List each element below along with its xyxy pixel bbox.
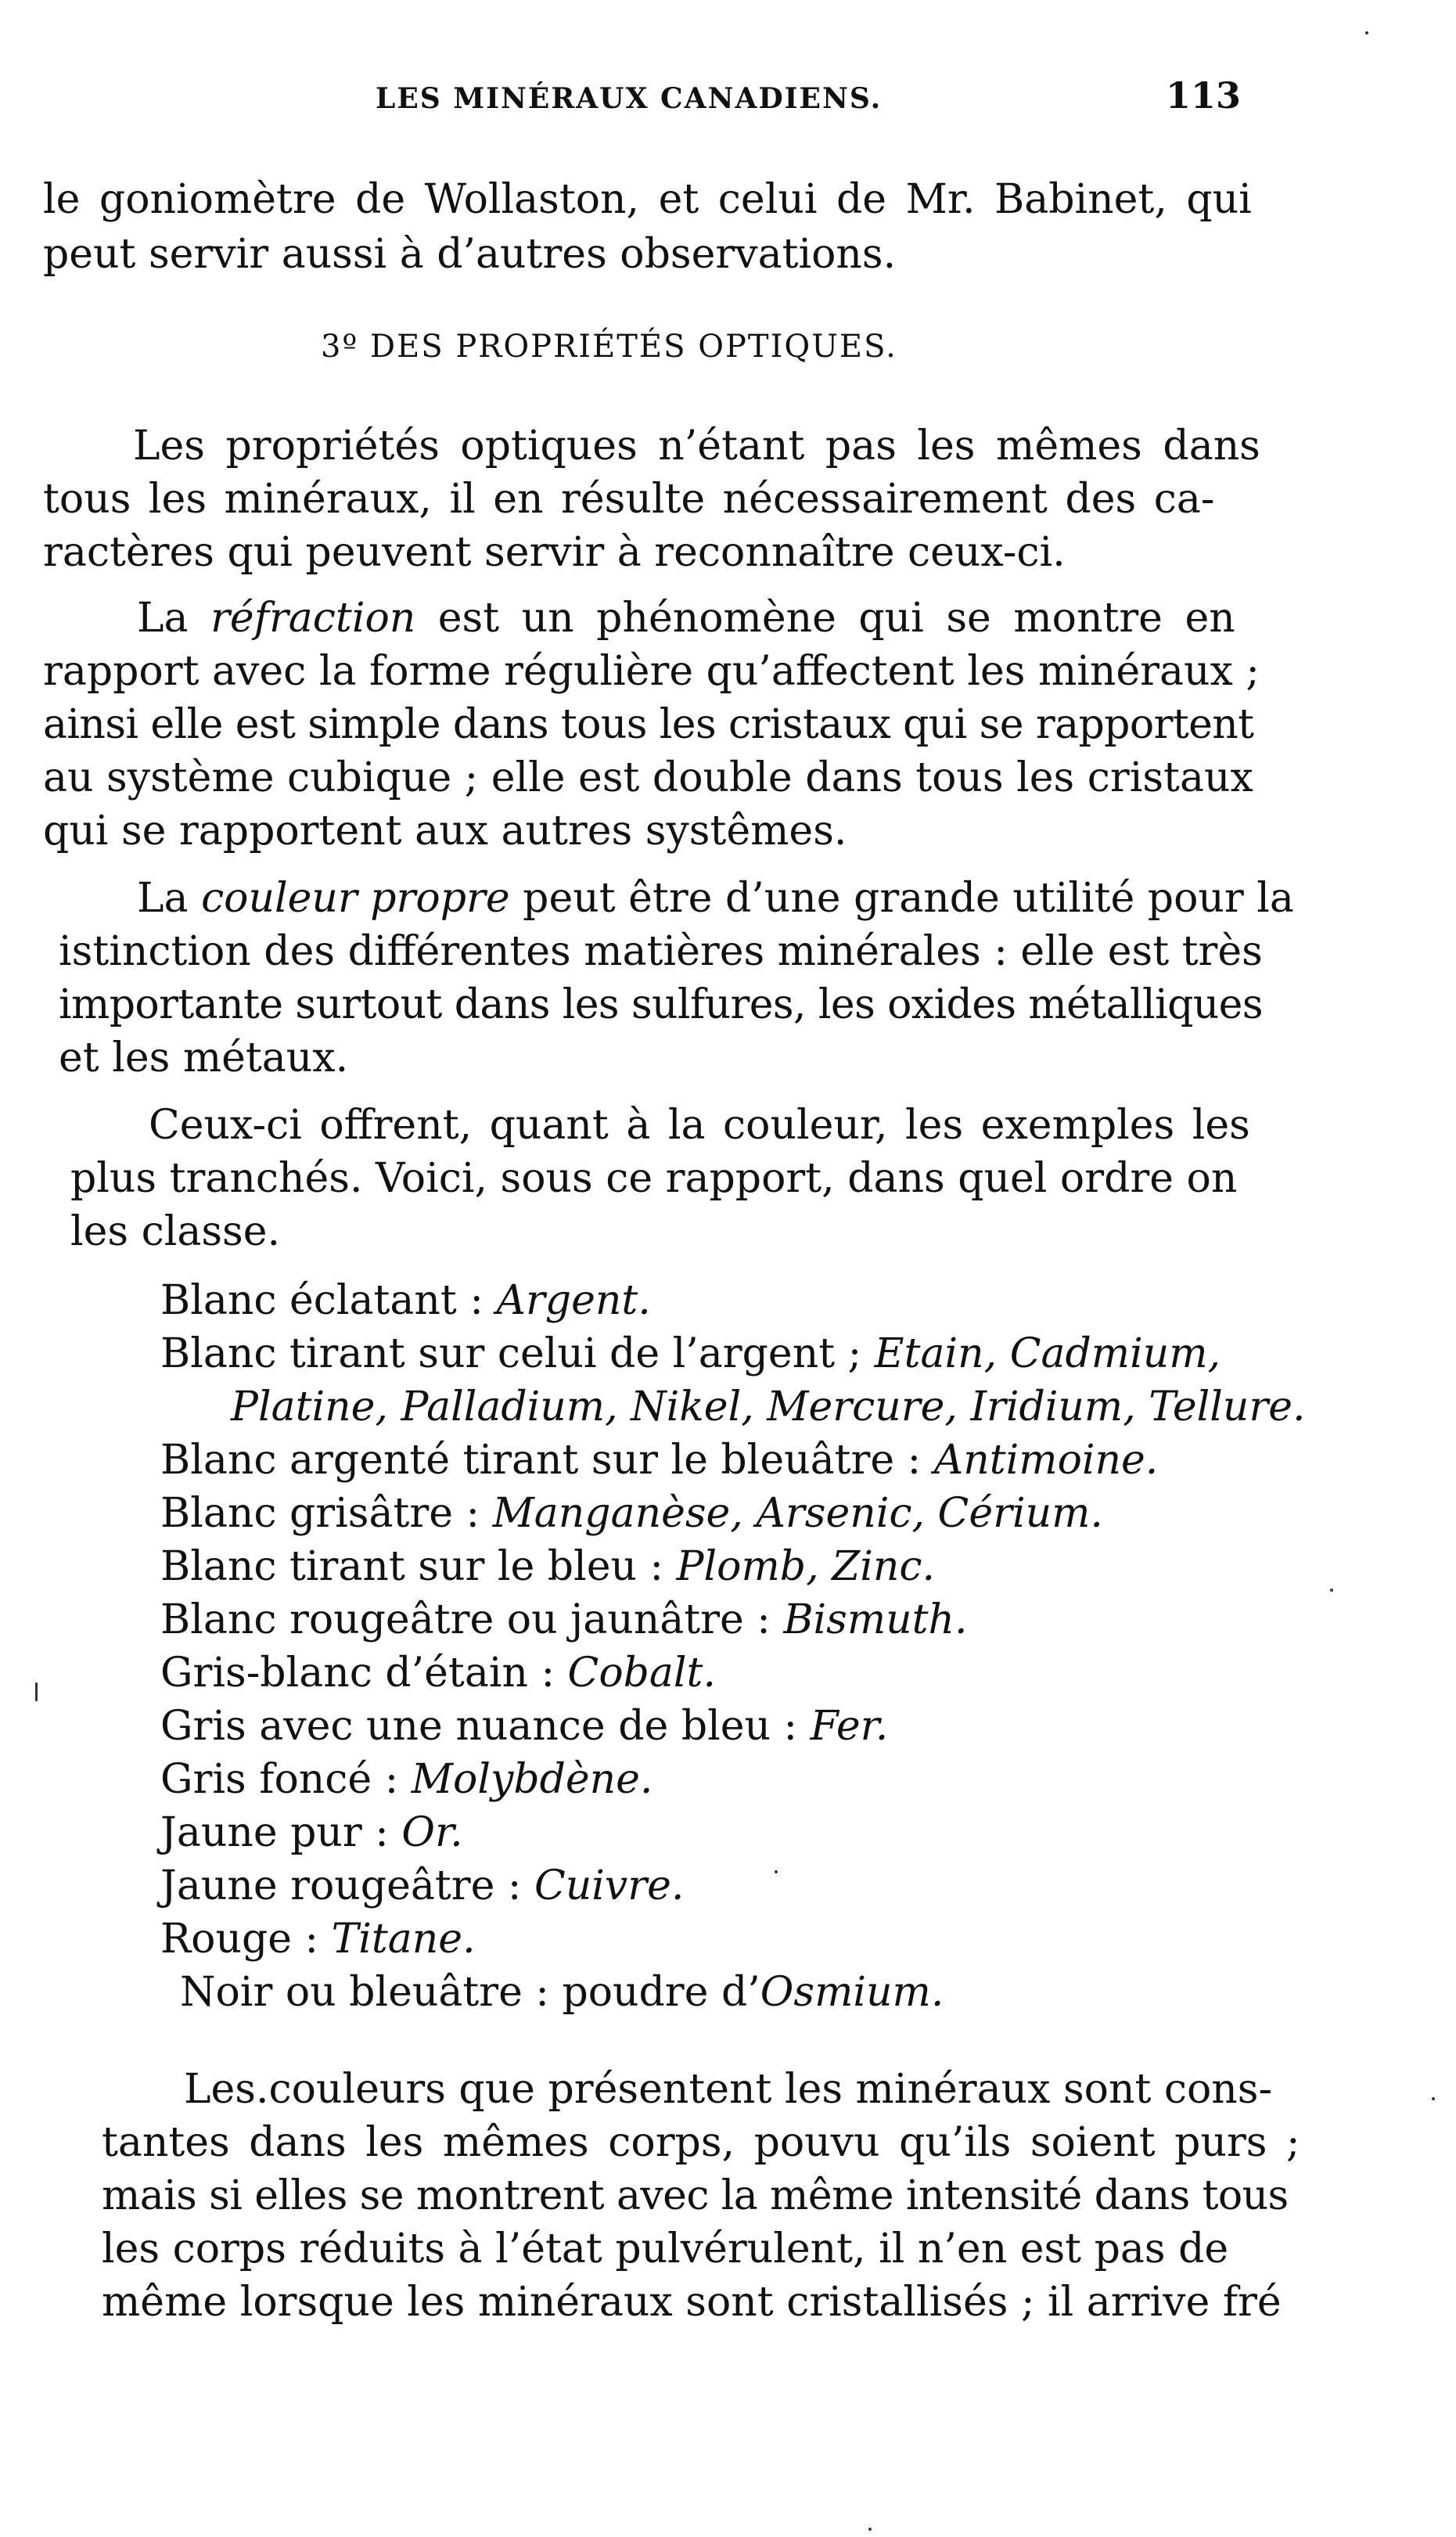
color-label: Noir ou bleuâtre : poudre d’ [180, 1969, 760, 2016]
metal-names: Or. [401, 1809, 463, 1856]
paragraph-line: ractères qui peuvent servir à reconnaître ceux-ci. [43, 529, 1066, 576]
color-list-item [160, 1650, 716, 1697]
color-label: Blanc tirant sur le bleu : [160, 1543, 677, 1590]
color-list-item [160, 1703, 888, 1750]
paragraph-line: les classe. [70, 1208, 281, 1255]
metal-names: Etain, Cadmium, [874, 1330, 1221, 1377]
paragraph-line: plus tranchés. Voici, sous ce rapport, dans quel ordre on [70, 1155, 1238, 1202]
color-label: Jaune rougeâtre : [160, 1862, 534, 1909]
paragraph-line: qui se rapportent aux autres systêmes. [43, 808, 847, 855]
scan-speck [1432, 2097, 1435, 2100]
paragraph-line: même lorsque les minéraux sont cristallisés ; il arrive fré [102, 2279, 1282, 2326]
color-list-item [160, 1862, 684, 1909]
color-label: Gris-blanc d’étain : [160, 1650, 568, 1697]
paragraph-line [137, 595, 1235, 642]
color-label: Blanc grisâtre : [160, 1490, 493, 1537]
metal-names: Antimoine. [933, 1437, 1159, 1484]
text: peut être d’une grande utilité pour la [509, 875, 1294, 922]
color-label: Rouge : [160, 1916, 332, 1963]
color-label: Gris avec une nuance de bleu : [160, 1703, 811, 1750]
color-list-item [160, 1756, 653, 1803]
paragraph-line: istinction des différentes matières minérales : elle est très [59, 928, 1263, 975]
section-heading: 3º DES PROPRIÉTÉS OPTIQUES. [321, 329, 897, 365]
metal-names: Plomb, Zinc. [676, 1543, 936, 1590]
metal-names: Platine, Palladium, Nikel, Mercure, Iridium, Tellure. [231, 1384, 1306, 1430]
metal-names: Molybdène. [411, 1756, 653, 1803]
color-label: Blanc argenté tirant sur le bleuâtre : [160, 1437, 934, 1484]
running-title: LES MINÉRAUX CANADIENS. [376, 82, 883, 115]
color-list-item [160, 1543, 935, 1590]
paragraph-line [137, 875, 1294, 922]
page-number: 113 [1166, 74, 1242, 117]
paragraph-line: mais si elles se montrent avec la même intensité dans tous [102, 2172, 1289, 2219]
metal-names: Argent. [496, 1277, 651, 1324]
metal-names: Manganèse, Arsenic, Cérium. [492, 1490, 1103, 1537]
paragraph-line: tantes dans les mêmes corps, pouvu qu’ils soient purs ; [102, 2119, 1300, 2166]
color-list-item [180, 1969, 944, 2016]
color-label: Blanc rougeâtre ou jaunâtre : [160, 1596, 784, 1643]
color-label: Gris foncé : [160, 1756, 412, 1803]
paragraph-line: Les.couleurs que présentent les minéraux sont cons- [184, 2066, 1273, 2113]
text: est un phénomène qui se montre en [415, 595, 1235, 642]
text: La [137, 875, 202, 922]
color-list-item [160, 1437, 1158, 1484]
paragraph-line: et les métaux. [59, 1035, 349, 1081]
paragraph-line: le goniomètre de Wollaston, et celui de Mr. Babinet, qui [43, 176, 1252, 223]
scan-speck [35, 1682, 38, 1701]
color-list-item [160, 1916, 476, 1963]
color-list-item [160, 1277, 651, 1324]
paragraph-line: au système cubique ; elle est double dans tous les cristaux [43, 754, 1253, 801]
paragraph-line: importante surtout dans les sulfures, les oxides métalliques [59, 981, 1263, 1028]
paragraph-line: rapport avec la forme régulière qu’affectent les minéraux ; [43, 648, 1260, 695]
scan-speck [868, 2528, 872, 2531]
metal-names: Cobalt. [567, 1650, 716, 1697]
color-list-item [231, 1384, 1306, 1430]
paragraph-line: peut servir aussi à d’autres observations. [43, 231, 897, 278]
scan-speck [775, 1870, 778, 1873]
metal-names: Titane. [331, 1916, 476, 1963]
text: La [137, 595, 211, 642]
italic-term: réfraction [210, 595, 416, 642]
paragraph-line: Les propriétés optiques n’étant pas les mêmes dans [133, 423, 1260, 470]
color-list-item [160, 1490, 1103, 1537]
paragraph-line: Ceux-ci offrent, quant à la couleur, les exemples les [149, 1102, 1250, 1149]
color-label: Jaune pur : [160, 1809, 402, 1856]
metal-names: Bismuth. [783, 1596, 968, 1643]
italic-term: couleur propre [201, 875, 510, 922]
color-list-item [160, 1809, 463, 1856]
metal-names: Osmium. [760, 1969, 944, 2016]
scan-speck [1365, 31, 1368, 34]
color-label: Blanc tirant sur celui de l’argent ; [160, 1330, 875, 1377]
color-list-item [160, 1596, 968, 1643]
color-label: Blanc éclatant : [160, 1277, 497, 1324]
metal-names: Cuivre. [534, 1862, 685, 1909]
paragraph-line: ainsi elle est simple dans tous les cristaux qui se rapportent [43, 701, 1254, 748]
metal-names: Fer. [810, 1703, 889, 1750]
paragraph-line: tous les minéraux, il en résulte nécessairement des ca- [43, 476, 1215, 523]
color-list-item [160, 1330, 1221, 1377]
paragraph-line: les corps réduits à l’état pulvérulent, il n’en est pas de [102, 2226, 1229, 2273]
scan-speck [1330, 1589, 1333, 1592]
